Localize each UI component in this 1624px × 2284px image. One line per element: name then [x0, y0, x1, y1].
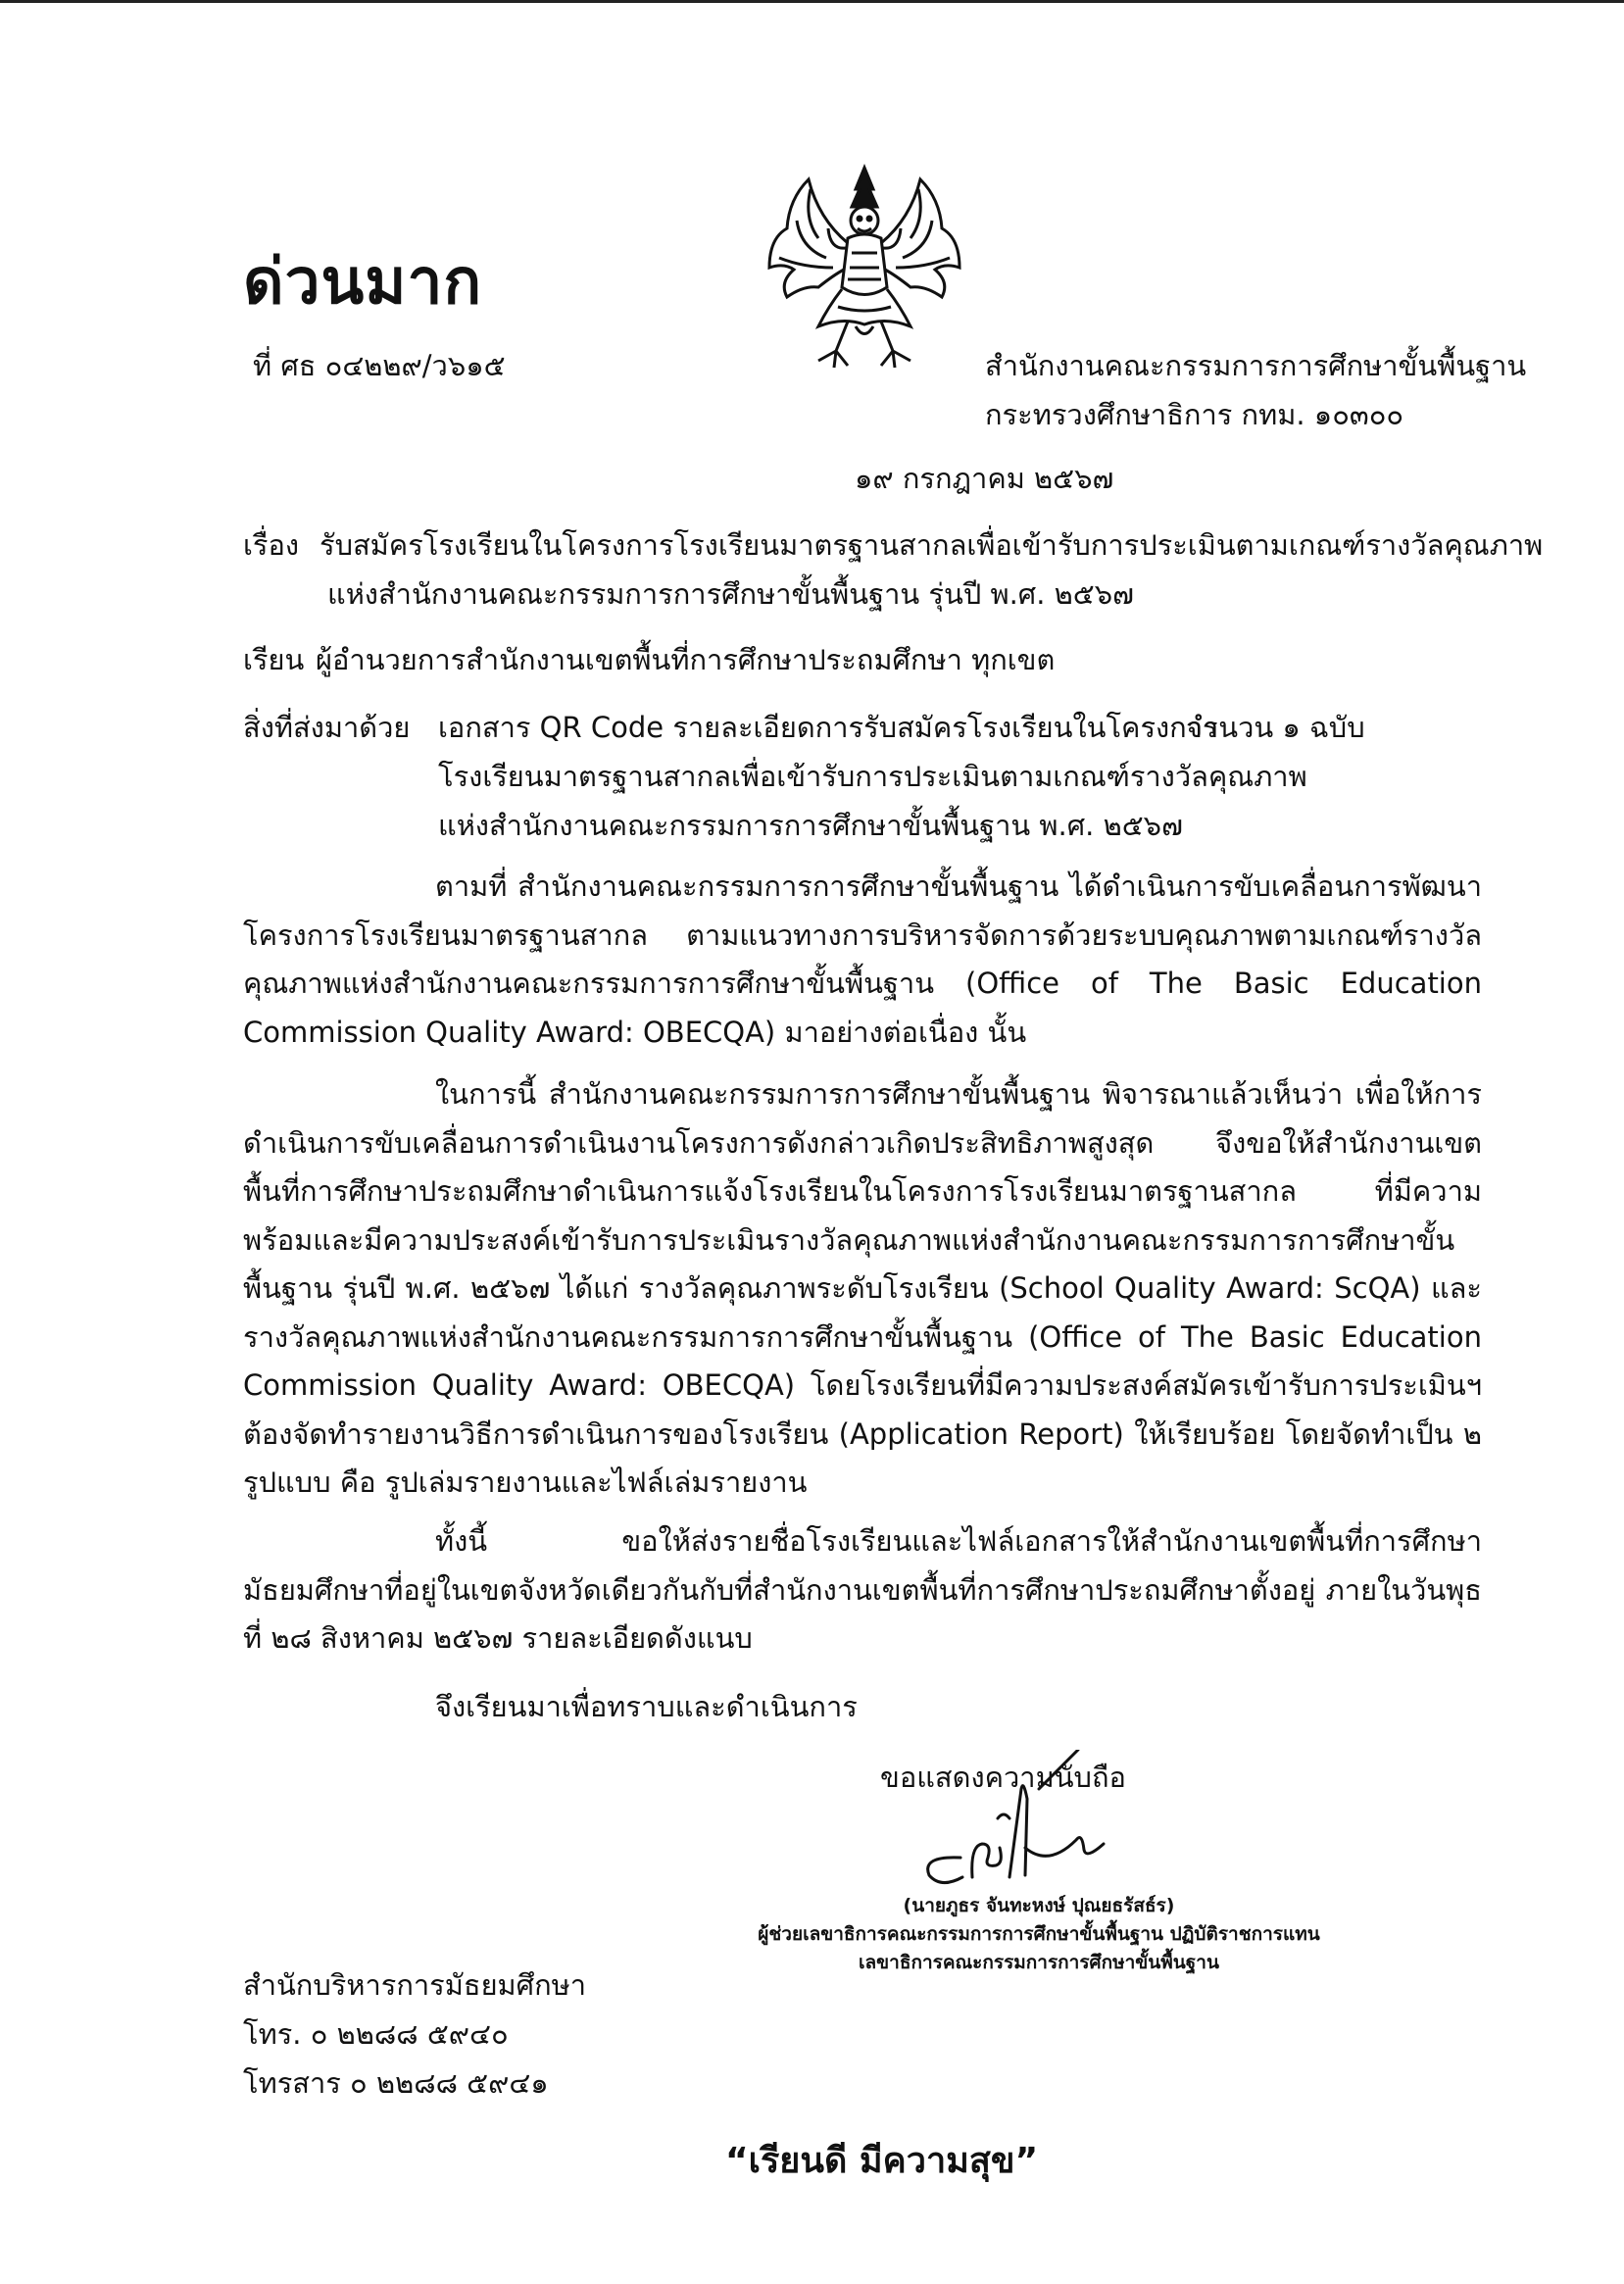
body-paragraph-2-text: ในการนี้ สำนักงานคณะกรรมการการศึกษาขั้นพื้นฐาน พิจารณาแล้วเห็นว่า เพื่อให้การดำเนินการขับเคลื่อนการดำเนินงานโครงการดังกล่าวเกิดประสิทธิภาพสูงสุด จึงขอให้สำนักงานเขตพื้นที่การศึกษาประถมศึกษาดำเนินการแจ้งโรงเรียนในโครงการโรงเรียนมาตรฐานสากล ที่มีความพร้อมและมีความประสงค์เข้ารับการประเมินรางวัลคุณภาพแห่งสำนักงานคณะกรรมการการศึกษาขั้นพื้นฐาน รุ่นปี พ.ศ. ๒๕๖๗ ได้แก่ รางวัลคุณภาพระดับโรงเรียน (School Quality Award: ScQA) และรางวัลคุณภาพแห่งสำนักงานคณะกรรมการการศึกษาขั้นพื้นฐาน (Office of The Basic Education Commission Quality Award: OBECQA) โดยโรงเรียนที่มีความประสงค์สมัครเข้ารับการประเมินฯ ต้องจัดทำรายงานวิธีการดำเนินการของโรงเรียน (Application Report) ให้เรียบร้อย โดยจัดทำเป็น ๒ รูปแบบ คือ รูปเล่มรายงานและไฟล์เล่มรายงาน [243, 1077, 1482, 1499]
enclosure-text-1: เอกสาร QR Code รายละเอียดการรับสมัครโรงเรียนในโครงการ [438, 711, 1218, 744]
subject-text-1: รับสมัครโรงเรียนในโครงการโรงเรียนมาตรฐานสากลเพื่อเข้ารับการประเมินตามเกณฑ์รางวัลคุณภาพ [320, 528, 1544, 562]
enclosure-count: จำนวน ๑ ฉบับ [1186, 711, 1365, 744]
enclosure-label: สิ่งที่ส่งมาด้วย [243, 711, 411, 744]
agency-name: สำนักงานคณะกรรมการการศึกษาขั้นพื้นฐาน [985, 349, 1527, 382]
body-paragraph-4: จึงเรียนมาเพื่อทราบและดำเนินการ [435, 1690, 858, 1723]
body-paragraph-2 [243, 1070, 1482, 1508]
contact-office: สำนักบริหารการมัธยมศึกษา [243, 1968, 587, 2002]
enclosure-text-3: แห่งสำนักงานคณะกรรมการการศึกษาขั้นพื้นฐาน พ.ศ. ๒๕๖๗ [438, 809, 1183, 842]
body-paragraph-3-text: ทั้งนี้ ขอให้ส่งรายชื่อโรงเรียนและไฟล์เอกสารให้สำนักงานเขตพื้นที่การศึกษามัธยมศึกษาที่อยู่ในเขตจังหวัดเดียวกันกับที่สำนักงานเขตพื้นที่การศึกษาประถมศึกษาตั้งอยู่ ภายในวันพุธที่ ๒๘ สิงหาคม ๒๕๖๗ รายละเอียดดังแนบ [243, 1524, 1482, 1655]
signer-name: (นายภูธร จันทะหงษ์ ปุณยธรัสธ์ร) [903, 1895, 1175, 1916]
subject-line-1 [243, 521, 1543, 570]
subject-label: เรื่อง [243, 528, 300, 562]
closing-phrase: ขอแสดงความนับถือ [880, 1761, 1126, 1794]
body-paragraph-1-text: ตามที่ สำนักงานคณะกรรมการการศึกษาขั้นพื้นฐาน ได้ดำเนินการขับเคลื่อนการพัฒนาโครงการโรงเรียนมาตรฐานสากล ตามแนวทางการบริหารจัดการด้วยระบบคุณภาพตามเกณฑ์รางวัลคุณภาพแห่งสำนักงานคณะกรรมการการศึกษาขั้นพื้นฐาน (Office of The Basic Education Commission Quality Award: OBECQA) มาอย่างต่อเนื่อง นั้น [243, 869, 1482, 1049]
contact-fax: โทรสาร ๐ ๒๒๘๘ ๕๙๔๑ [243, 2066, 549, 2100]
agency-address: กระทรวงศึกษาธิการ กทม. ๑๐๓๐๐ [985, 398, 1404, 431]
document-date: ๑๙ กรกฎาคม ๒๕๖๗ [855, 462, 1114, 495]
body-paragraph-3 [243, 1517, 1482, 1663]
urgency-label: ด่วนมาก [243, 246, 483, 319]
recipient-text: ผู้อำนวยการสำนักงานเขตพื้นที่การศึกษาประถมศึกษา ทุกเขต [316, 643, 1056, 676]
body-paragraph-1 [243, 863, 1482, 1057]
contact-phone: โทร. ๐ ๒๒๘๘ ๕๙๔๐ [243, 2017, 509, 2051]
recipient-label: เรียน [243, 643, 305, 676]
signer-block [745, 1892, 1333, 1977]
recipient-line [243, 635, 1055, 684]
document-number: ที่ ศธ ๐๔๒๒๙/ว๖๑๕ [253, 349, 506, 382]
subject-text-2: แห่งสำนักงานคณะกรรมการการศึกษาขั้นพื้นฐาน รุ่นปี พ.ศ. ๒๕๖๗ [327, 577, 1134, 611]
garuda-emblem-icon [750, 160, 980, 380]
signer-title-1: ผู้ช่วยเลขาธิการคณะกรรมการการศึกษาขั้นพื้นฐาน ปฏิบัติราชการแทน [758, 1923, 1320, 1945]
scan-edge [0, 0, 1624, 3]
motto: “เรียนดี มีความสุข” [725, 2141, 1039, 2181]
handwritten-signature-icon [902, 1750, 1147, 1897]
enclosure-text-2: โรงเรียนมาตรฐานสากลเพื่อเข้ารับการประเมินตามเกณฑ์รางวัลคุณภาพ [438, 760, 1307, 793]
signer-title-2: เลขาธิการคณะกรรมการการศึกษาขั้นพื้นฐาน [859, 1952, 1219, 1973]
